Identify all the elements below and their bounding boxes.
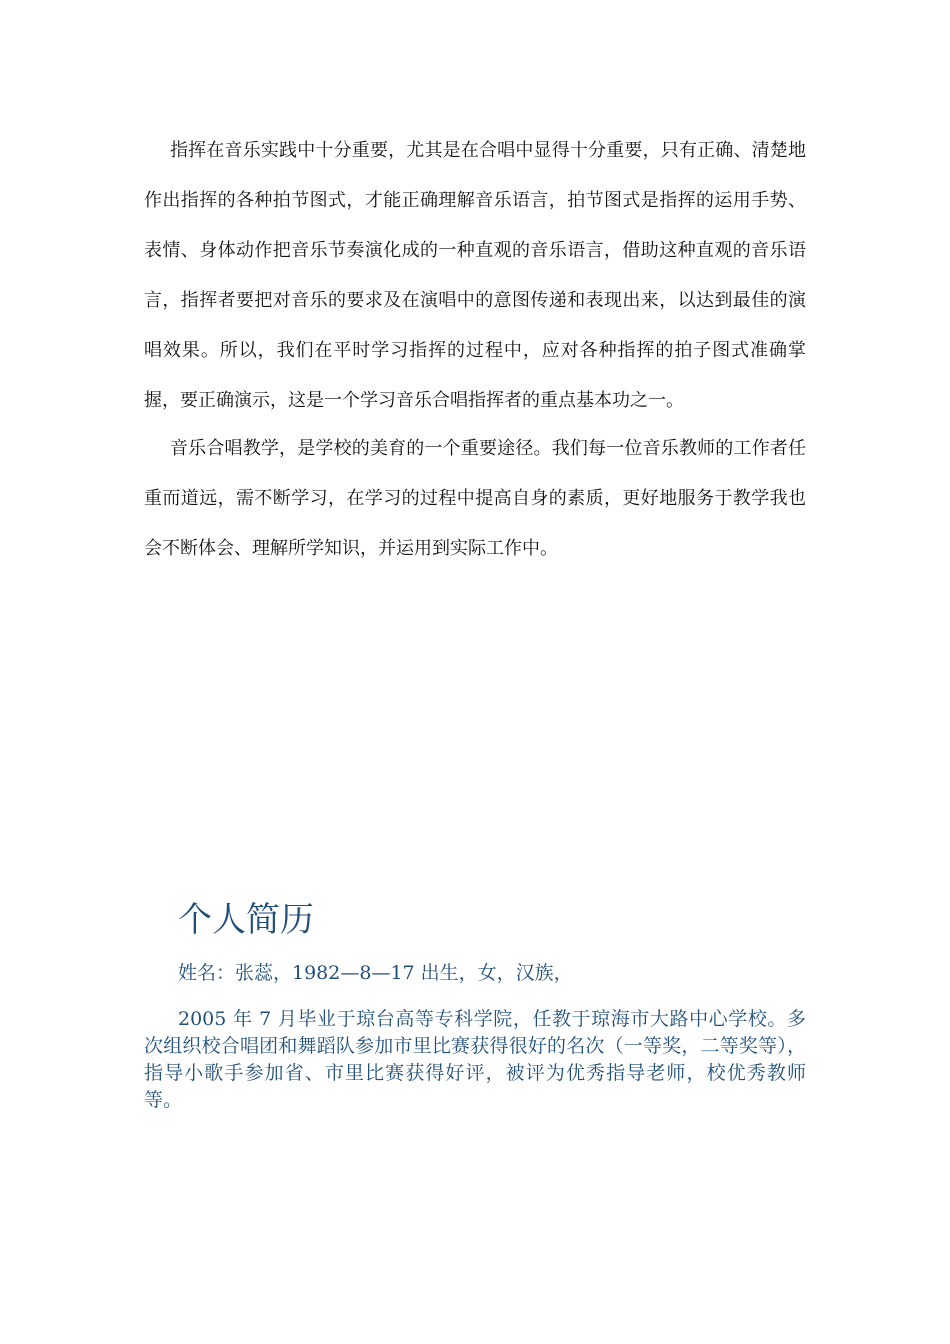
resume-body: 2005 年 7 月毕业于琼台高等专科学院，任教于琼海市大路中心学校。多次组织校合唱团和舞蹈队参加市里比赛获得很好的名次（一等奖，二等奖等），指导小歌手参加省、市里比赛获得好评，被评为优秀指导老师，校优秀教师等。: [144, 1008, 806, 1111]
paragraph-conducting: 指挥在音乐实践中十分重要，尤其是在合唱中显得十分重要，只有正确、清楚地作出指挥的各种拍节图式，才能正确理解音乐语言，拍节图式是指挥的运用手势、表情、身体动作把音乐节奏演化成的一种直观的音乐语言，借助这种直观的音乐语言，指挥者要把对音乐的要求及在演唱中的意图传递和表现出来，以达到最佳的演唱效果。所以，我们在平时学习指挥的过程中，应对各种指挥的拍子图式准确掌握，要正确演示，这是一个学习音乐合唱指挥者的重点基本功之一。: [144, 140, 806, 411]
resume-name-line: 姓名：张蕊，1982—8—17 出生，女，汉族，: [178, 962, 573, 984]
resume-title: 个人简历: [178, 900, 314, 940]
paragraph-choir-teaching: 音乐合唱教学，是学校的美育的一个重要途径。我们每一位音乐教师的工作者任重而道远，需不断学习，在学习的过程中提高自身的素质，更好地服务于教学我也会不断体会、理解所学知识，并运用到实际工作中。: [144, 438, 806, 559]
resume-section: [144, 890, 806, 1114]
